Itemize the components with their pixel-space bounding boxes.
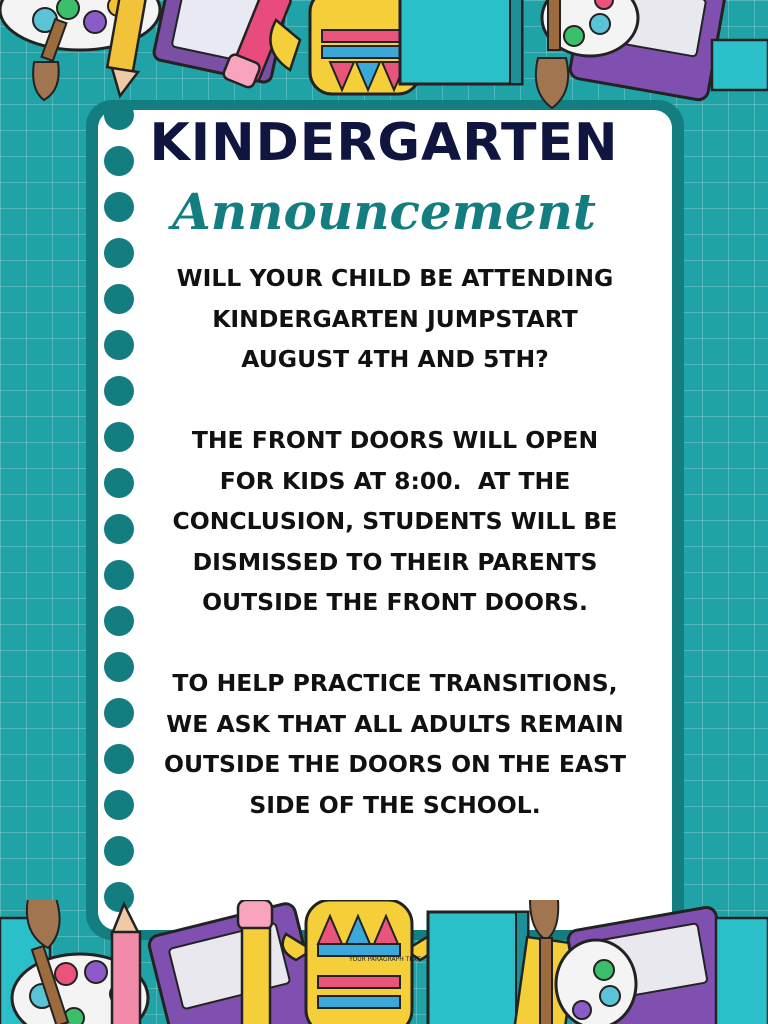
binder-hole [104, 560, 134, 590]
paragraph-line: OUTSIDE THE DOORS ON THE EAST [163, 750, 627, 778]
paragraph-line: SIDE OF THE SCHOOL. [249, 790, 541, 819]
eraser-icon [238, 900, 272, 1024]
binder-hole [104, 192, 134, 222]
announcement-paragraph-2 [135, 420, 655, 623]
book-icon [428, 912, 528, 1024]
paragraph-line: TO HELP PRACTICE TRANSITIONS, [172, 669, 618, 697]
binder-hole [104, 606, 134, 636]
binder-hole [104, 238, 134, 268]
binder-hole [104, 284, 134, 314]
paragraph-line: DISMISSED TO THEIR PARENTS [192, 547, 598, 576]
binder-hole [104, 422, 134, 452]
paragraph-line: WE ASK THAT ALL ADULTS REMAIN [166, 709, 624, 738]
paragraph-line: KINDERGARTEN JUMPSTART [212, 304, 578, 333]
paint-palette-icon [556, 940, 636, 1024]
pencil-icon [112, 904, 140, 1024]
school-supplies-top [0, 0, 768, 110]
binder-hole [104, 514, 134, 544]
binder-hole [104, 698, 134, 728]
book-icon [716, 918, 768, 1024]
book-icon [400, 0, 522, 84]
paragraph-line: THE FRONT DOORS WILL OPEN [191, 426, 599, 454]
binder-hole [104, 652, 134, 682]
binder-hole [104, 330, 134, 360]
binder-hole [104, 468, 134, 498]
binder-hole [104, 836, 134, 866]
paragraph-line: FOR KIDS AT 8:00. AT THE [219, 466, 571, 495]
binder-hole [104, 146, 134, 176]
paragraph-line: WILL YOUR CHILD BE ATTENDING [176, 264, 614, 292]
paragraph-line: CONCLUSION, STUDENTS WILL BE [172, 507, 618, 535]
announcement-paragraph-1 [135, 258, 655, 380]
placeholder-caption: YOUR PARAGRAPH TEXT [349, 956, 421, 963]
binder-holes [104, 100, 136, 940]
paragraph-line: AUGUST 4TH AND 5TH? [241, 345, 549, 373]
page-subtitle: Announcement [172, 182, 596, 241]
book-icon [712, 40, 768, 90]
paragraph-line: OUTSIDE THE FRONT DOORS. [202, 588, 588, 616]
calculator-icon [147, 902, 323, 1024]
binder-hole [104, 790, 134, 820]
announcement-paragraph-3 [135, 663, 655, 825]
binder-hole [104, 376, 134, 406]
page-title: KINDERGARTEN [149, 113, 619, 173]
binder-hole [104, 744, 134, 774]
